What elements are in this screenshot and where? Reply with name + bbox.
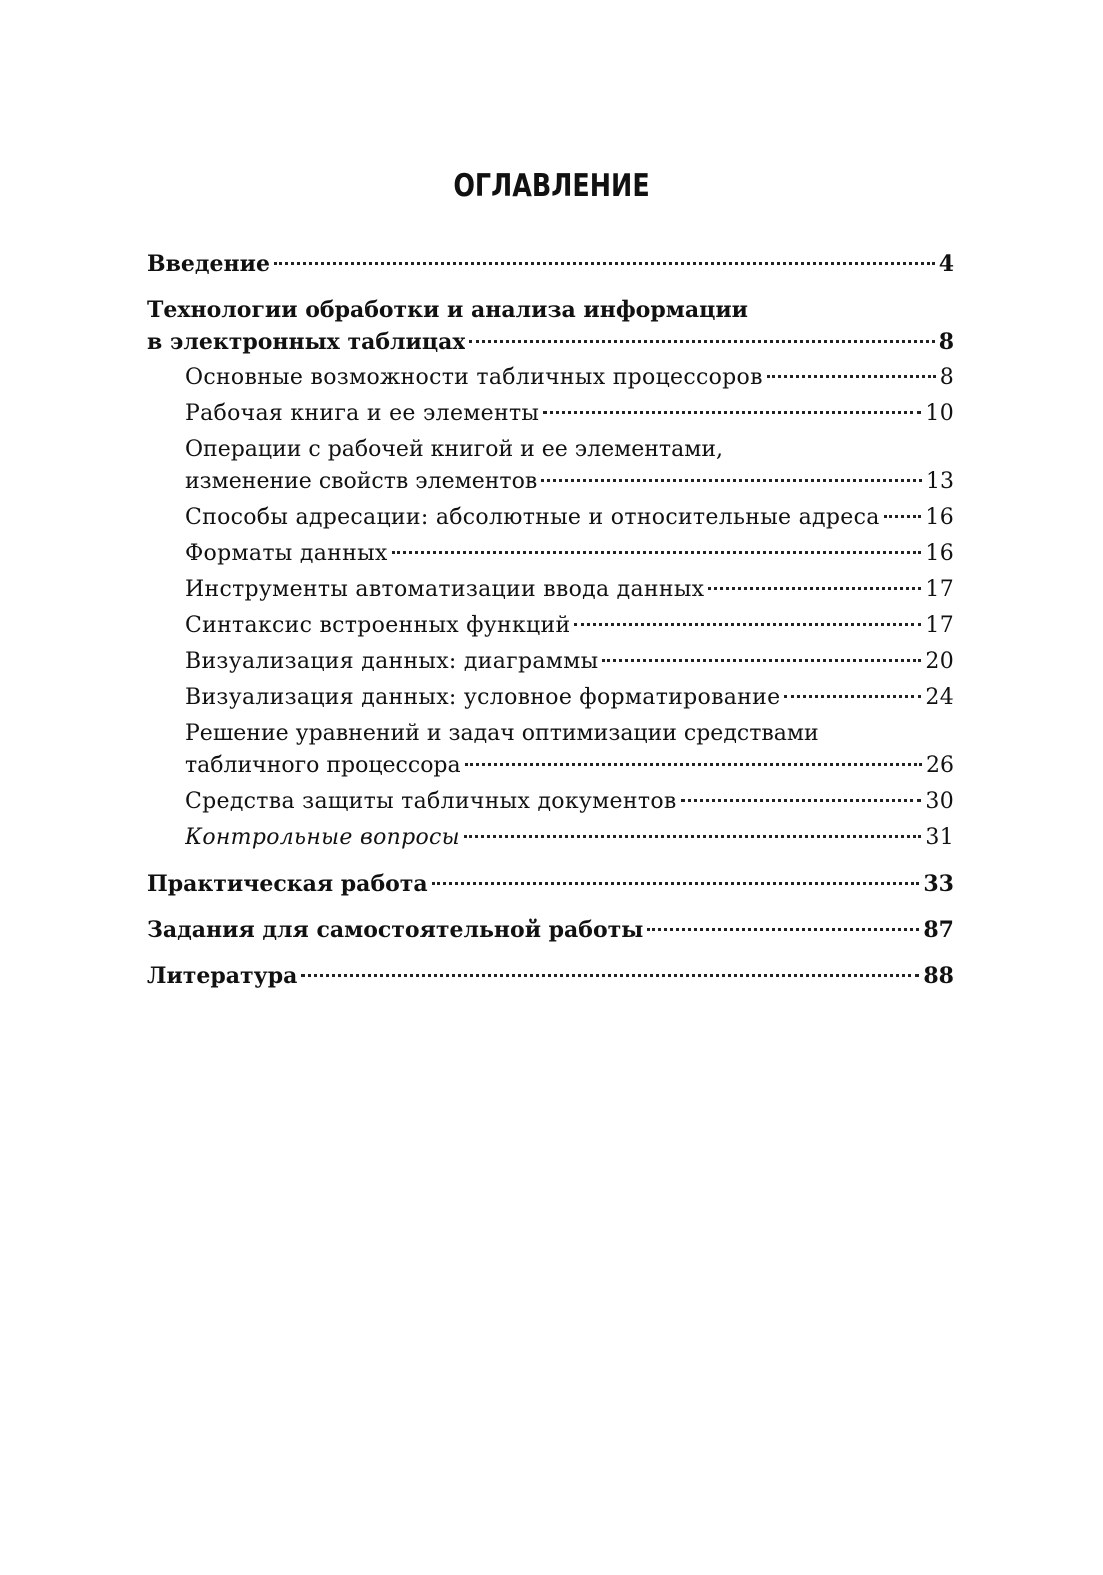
toc-entry-line2 [147, 326, 954, 358]
page-title: ОГЛАВЛЕНИЕ [453, 168, 650, 204]
toc-entry-label: Практическая работа [147, 871, 428, 897]
dot-leader [301, 974, 919, 977]
dot-leader [767, 375, 936, 378]
toc-page-number: 26 [926, 753, 954, 778]
toc-entry-label-line1: Операции с рабочей книгой и ее элементами, [185, 437, 723, 462]
toc-entry-label-line1: Технологии обработки и анализа информации [147, 297, 748, 323]
dot-leader [432, 882, 920, 885]
toc-entry-label-line1: Решение уравнений и задач оптимизации средствами [185, 721, 819, 746]
toc-entry-label: Средства защиты табличных документов [185, 789, 677, 814]
toc-page-number: 88 [923, 963, 954, 989]
dot-leader [392, 551, 922, 554]
toc-page-number: 16 [925, 505, 954, 530]
dot-leader [469, 340, 934, 343]
toc-page-number: 8 [938, 329, 954, 355]
dot-leader [681, 799, 922, 802]
dot-leader [647, 928, 919, 931]
toc-entry-literature[interactable] [147, 960, 954, 992]
dot-leader [543, 411, 921, 414]
toc-page-number: 30 [925, 789, 954, 814]
dot-leader [464, 835, 922, 838]
toc-entry-label-line2: табличного процессора [185, 753, 461, 778]
dot-leader [274, 262, 935, 265]
toc-page-number: 10 [925, 401, 954, 426]
toc-entry-label: Синтаксис встроенных функций [185, 613, 571, 638]
toc-section-addressing[interactable] [147, 502, 954, 534]
toc-page-number: 31 [925, 825, 954, 850]
toc-entry-label-line2: изменение свойств элементов [185, 469, 538, 494]
toc-entry-label: Рабочая книга и ее элементы [185, 401, 540, 426]
toc-entry-label: Инструменты автоматизации ввода данных [185, 577, 705, 602]
toc-entry-line2 [185, 466, 954, 498]
toc-entry-label: Задания для самостоятельной работы [147, 917, 644, 943]
toc-page-number: 24 [925, 685, 954, 710]
toc-section-function-syntax[interactable] [147, 610, 954, 642]
toc-entry-label: Визуализация данных: условное форматирование [185, 685, 781, 710]
toc-page-number: 17 [925, 613, 954, 638]
toc-entry-introduction[interactable] [147, 248, 954, 280]
toc-entry-practical-work[interactable] [147, 868, 954, 900]
dot-leader [465, 763, 922, 766]
toc-section-review-questions[interactable] [147, 822, 954, 854]
dot-leader [602, 659, 921, 662]
toc-entry-label: Контрольные вопросы [185, 825, 460, 850]
toc-page-number: 8 [939, 365, 954, 390]
toc-section-document-protection[interactable] [147, 786, 954, 818]
toc-entry-label: Визуализация данных: диаграммы [185, 649, 599, 674]
toc-entry-label-line2: в электронных таблицах [147, 329, 466, 355]
toc-page-number: 4 [938, 251, 954, 277]
toc-section-input-automation[interactable] [147, 574, 954, 606]
toc-page-number: 33 [923, 871, 954, 897]
toc-section-conditional-formatting[interactable] [147, 682, 954, 714]
dot-leader [574, 623, 921, 626]
toc-page-number: 13 [926, 469, 954, 494]
toc-page-number: 87 [923, 917, 954, 943]
toc-section-charts[interactable] [147, 646, 954, 678]
toc-entry-label: Основные возможности табличных процессоров [185, 365, 763, 390]
toc-entry-self-study[interactable] [147, 914, 954, 946]
toc-section-workbook[interactable] [147, 398, 954, 430]
dot-leader [884, 515, 922, 518]
table-of-contents [147, 248, 954, 992]
toc-section-workbook-operations[interactable] [147, 434, 954, 498]
toc-section-basic-capabilities[interactable] [147, 362, 954, 394]
toc-section-data-formats[interactable] [147, 538, 954, 570]
toc-page-number: 17 [925, 577, 954, 602]
toc-entry-label: Способы адресации: абсолютные и относительные адреса [185, 505, 880, 530]
toc-entry-label: Форматы данных [185, 541, 388, 566]
toc-entry-line2 [185, 750, 954, 782]
toc-entry-chapter-spreadsheets[interactable] [147, 294, 954, 358]
toc-entry-label: Введение [147, 251, 270, 277]
dot-leader [708, 587, 921, 590]
dot-leader [541, 479, 922, 482]
dot-leader [784, 695, 921, 698]
toc-section-optimization[interactable] [147, 718, 954, 782]
toc-entry-label: Литература [147, 963, 298, 989]
toc-page-number: 16 [925, 541, 954, 566]
toc-page-number: 20 [925, 649, 954, 674]
